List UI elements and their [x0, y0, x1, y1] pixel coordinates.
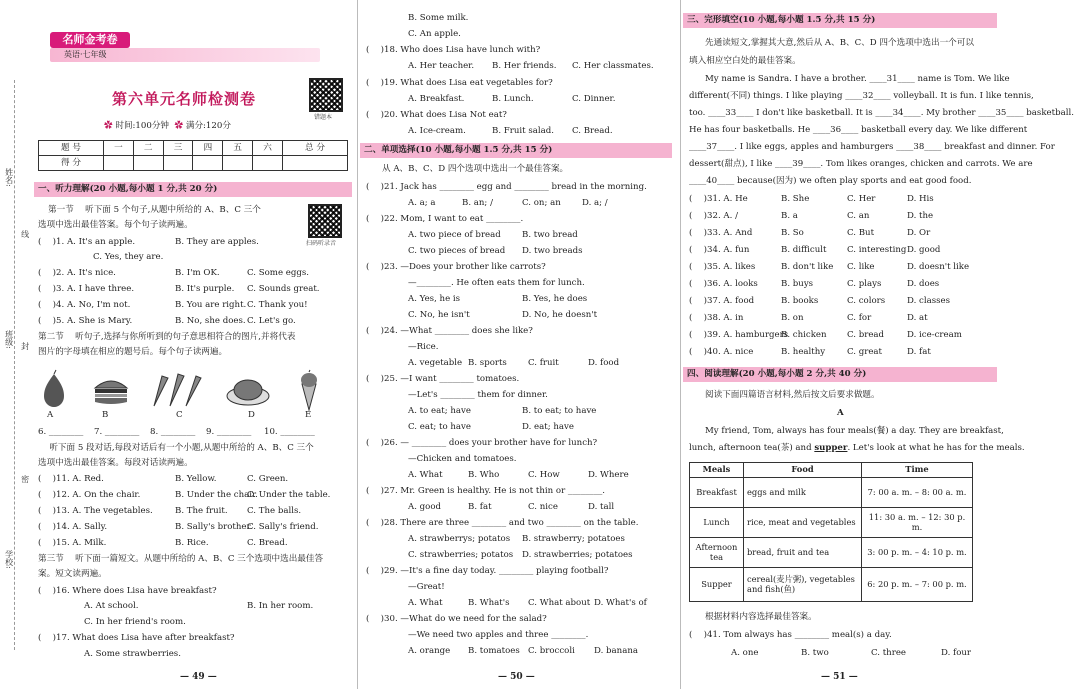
- option[interactable]: B. What's: [468, 598, 510, 608]
- option[interactable]: C. like: [847, 262, 875, 272]
- option[interactable]: B. books: [781, 296, 819, 306]
- question-16[interactable]: ( )16. Where does Lisa have breakfast?: [38, 586, 217, 596]
- option[interactable]: B. Fruit salad.: [492, 126, 554, 136]
- option[interactable]: C. How: [528, 470, 560, 480]
- question-36[interactable]: ( )36. A. looks: [689, 279, 758, 289]
- unit-title: 第六单元名师检测卷: [112, 90, 257, 108]
- binding-margin: [2, 80, 28, 650]
- option[interactable]: B. In her room.: [247, 601, 314, 611]
- cloze-line: ____37____. I like eggs, apples and hamburgers ____38____ breakfast and dinner. For: [689, 142, 1055, 152]
- question-33[interactable]: ( )33. A. And: [689, 228, 753, 238]
- question-30-line-2: —We need two apples and three ________.: [408, 630, 589, 640]
- option[interactable]: C. strawberries; potatos: [408, 550, 514, 560]
- option[interactable]: C. great: [847, 347, 883, 357]
- option[interactable]: B. an; /: [462, 198, 493, 208]
- score-row-label: 得 分: [39, 156, 104, 171]
- option[interactable]: D. good: [907, 245, 941, 255]
- brand-subtitle: 英语·七年级: [64, 50, 107, 59]
- question-12[interactable]: ( )12. A. On the chair.: [38, 490, 141, 500]
- question-21[interactable]: ( )21. Jack has ________ egg and ________ bread in the morning.: [366, 182, 647, 192]
- option[interactable]: D. banana: [594, 646, 638, 656]
- cloze-line: He has four basketballs. He ____36____ basketball every day. We like different: [689, 125, 1028, 135]
- question-39[interactable]: ( )39. A. hamburgers: [689, 330, 789, 340]
- option[interactable]: A. strawberrys; potatos: [408, 534, 511, 544]
- blank-6[interactable]: 6. ________: [38, 427, 84, 437]
- passage-line: My friend, Tom, always has four meals(餐) a day. They are breakfast,: [705, 426, 1004, 436]
- option[interactable]: B. buys: [781, 279, 814, 289]
- table-cell: Supper: [690, 568, 744, 602]
- option[interactable]: A. a; a: [408, 198, 436, 208]
- question-23-line-2: —________. He often eats them for lunch.: [408, 278, 585, 288]
- option[interactable]: C. bread: [847, 330, 885, 340]
- part1-instruction: 第一节 听下面 5 个句子,从题中所给的 A、B、C 三个: [48, 205, 261, 215]
- qr-code-icon: [309, 78, 343, 112]
- option[interactable]: C. No, he isn't: [408, 310, 470, 320]
- score-input-cell[interactable]: [223, 156, 253, 171]
- option[interactable]: D. Or: [907, 228, 931, 238]
- table-header-cell: Time: [862, 463, 973, 478]
- qr-audio-caption: 扫码听录音: [306, 240, 337, 247]
- picture-label: A: [47, 410, 54, 420]
- option[interactable]: B. tomatoes: [468, 646, 520, 656]
- passage-text: . Let's look at what he has for the meals.: [847, 443, 1025, 453]
- score-input-cell[interactable]: [133, 156, 163, 171]
- option[interactable]: C. Sounds great.: [247, 284, 320, 294]
- question-4[interactable]: ( )4. A. No, I'm not.: [38, 300, 131, 310]
- option[interactable]: C. nice: [528, 502, 558, 512]
- table-cell: cereal(麦片粥), vegetables and fish(鱼): [744, 568, 862, 602]
- option[interactable]: A. At school.: [84, 601, 139, 611]
- meals-table: [689, 462, 973, 602]
- picture-label: B: [102, 410, 109, 420]
- question-1[interactable]: ( )1. A. It's an apple.: [38, 237, 136, 247]
- option[interactable]: C. for: [847, 313, 872, 323]
- question-29[interactable]: ( )29. —It's a fine day today. ________ playing football?: [366, 566, 609, 576]
- section-listening: 一、听力理解(20 小题,每小题 1 分,共 20 分): [34, 182, 352, 197]
- cloze-instruction-2: 填入相应空白处的最佳答案。: [689, 56, 801, 66]
- part1-instruction-2: 选项中选出最佳答案。每个句子读两遍。: [38, 220, 193, 230]
- option[interactable]: C. plays: [847, 279, 882, 289]
- flower-icon: ✿: [174, 121, 184, 131]
- table-cell: rice, meat and vegetables: [744, 508, 862, 538]
- option[interactable]: A. one: [731, 648, 759, 658]
- option[interactable]: C. Yes, they are.: [93, 252, 164, 262]
- reading-instruction: 阅读下面四篇语言材料,然后按文后要求做题。: [705, 390, 880, 400]
- part3-instruction-2: 案。短文读两遍。: [38, 569, 107, 579]
- score-table: [38, 140, 348, 171]
- score-cell: 五: [223, 141, 253, 156]
- option[interactable]: D. What's of: [594, 598, 647, 608]
- option[interactable]: C. interesting: [847, 245, 907, 255]
- table-row: [690, 568, 973, 602]
- option[interactable]: D. four: [941, 648, 972, 658]
- option[interactable]: D. fat: [907, 347, 931, 357]
- question-11[interactable]: ( )11. A. Red.: [38, 474, 104, 484]
- binding-name-label: 姓名:: [4, 168, 14, 187]
- option[interactable]: D. His: [907, 194, 934, 204]
- option[interactable]: D. Where: [588, 470, 629, 480]
- ice-cream-icon: [298, 370, 320, 412]
- option[interactable]: A. Her teacher.: [408, 61, 475, 71]
- question-19[interactable]: ( )19. What does Lisa eat vegetables for?: [366, 78, 553, 88]
- question-14[interactable]: ( )14. A. Sally.: [38, 522, 108, 532]
- blank-9[interactable]: 9. ________: [206, 427, 252, 437]
- table-cell: Breakfast: [690, 478, 744, 508]
- option[interactable]: B. I'm OK.: [175, 268, 220, 278]
- option[interactable]: B. to eat; to have: [522, 406, 597, 416]
- option[interactable]: B. She: [781, 194, 810, 204]
- page-50: [357, 0, 677, 689]
- score-cell: 二: [133, 141, 163, 156]
- question-40[interactable]: ( )40. A. nice: [689, 347, 754, 357]
- clock-icon: ✿: [104, 121, 113, 131]
- blank-8[interactable]: 8. ________: [150, 427, 196, 437]
- question-24-line-2: —Rice.: [408, 342, 439, 352]
- table-header-cell: Food: [744, 463, 862, 478]
- option[interactable]: C. Dinner.: [572, 94, 616, 104]
- option[interactable]: C. three: [871, 648, 906, 658]
- page-51: [680, 0, 1074, 689]
- exam-meta: [104, 121, 231, 131]
- option[interactable]: B. sports: [468, 358, 507, 368]
- part2b-instruction-2: 选项中选出最佳答案。每段对话读两遍。: [38, 458, 193, 468]
- question-28[interactable]: ( )28. There are three ________ and two ________ on the table.: [366, 518, 639, 528]
- question-25-line-2: —Let's ________ them for dinner.: [408, 390, 548, 400]
- option[interactable]: C. Green.: [247, 474, 289, 484]
- option[interactable]: B. Some milk.: [408, 13, 469, 23]
- option[interactable]: D. at: [907, 313, 928, 323]
- part2-instruction: 第二节 听句子,选择与你所听到的句子意思相符合的图片,并将代表: [38, 332, 296, 342]
- question-26[interactable]: ( )26. — ________ does your brother have for lunch?: [366, 438, 598, 448]
- option[interactable]: D. tall: [588, 502, 615, 512]
- question-2[interactable]: ( )2. A. It's nice.: [38, 268, 116, 278]
- part2b-instruction: 听下面 5 段对话,每段对话后有一个小题,从题中所给的 A、B、C 三个: [38, 443, 314, 453]
- page-49: [0, 0, 355, 689]
- option[interactable]: D. two breads: [522, 246, 583, 256]
- option[interactable]: D. No, he doesn't: [522, 310, 598, 320]
- score-cell: 三: [163, 141, 193, 156]
- option[interactable]: B. Who: [468, 470, 500, 480]
- picture-row: [40, 370, 330, 420]
- option[interactable]: A. Ice-cream.: [408, 126, 466, 136]
- table-header: [690, 463, 973, 478]
- option[interactable]: C. Bread.: [247, 538, 288, 548]
- question-38[interactable]: ( )38. A. in: [689, 313, 744, 323]
- option[interactable]: A. What: [408, 470, 443, 480]
- question-15[interactable]: ( )15. A. Milk.: [38, 538, 107, 548]
- cloze-line: too. ____33____ I don't like basketball. It is ____34____. My brother ____35____ basketball.: [689, 108, 1074, 118]
- option[interactable]: B. Lunch.: [492, 94, 534, 104]
- blank-10[interactable]: 10. ________: [264, 427, 315, 437]
- question-32[interactable]: ( )32. A. /: [689, 211, 738, 221]
- binding-line-mark: 线: [20, 230, 30, 238]
- option[interactable]: A. Some strawberries.: [84, 649, 181, 659]
- option[interactable]: C. an: [847, 211, 870, 221]
- exam-time: 时间:100分钟: [115, 121, 170, 131]
- option[interactable]: B. difficult: [781, 245, 827, 255]
- pear-icon: [40, 370, 68, 408]
- option[interactable]: C. two pieces of bread: [408, 246, 506, 256]
- score-input-cell[interactable]: [253, 156, 283, 171]
- qr-caption: 错题本: [314, 114, 333, 121]
- part3-instruction: 第三节 听下面一篇短文。从题中所给的 A、B、C 三个选项中选出最佳答: [38, 554, 324, 564]
- option[interactable]: B. fat: [468, 502, 492, 512]
- table-cell: bread, fruit and tea: [744, 538, 862, 568]
- option[interactable]: B. Sally's brother.: [175, 522, 253, 532]
- option[interactable]: B. chicken: [781, 330, 827, 340]
- option[interactable]: D. food: [588, 358, 620, 368]
- option[interactable]: C. Some eggs.: [247, 268, 309, 278]
- cloze-line: My name is Sandra. I have a brother. ____31____ name is Tom. We like: [705, 74, 1010, 84]
- option[interactable]: A. What: [408, 598, 443, 608]
- picture-label: D: [248, 410, 255, 420]
- question-41[interactable]: ( )41. Tom always has ________ meal(s) a day.: [689, 630, 892, 640]
- picture-label: C: [176, 410, 183, 420]
- section-cloze: 三、完形填空(10 小题,每小题 1.5 分,共 15 分): [683, 13, 997, 28]
- option[interactable]: C. Bread.: [572, 126, 613, 136]
- question-34[interactable]: ( )34. A. fun: [689, 245, 750, 255]
- option[interactable]: A. vegetable: [408, 358, 463, 368]
- question-24[interactable]: ( )24. —What ________ does she like?: [366, 326, 533, 336]
- chicken-dish-icon: [226, 374, 270, 406]
- table-cell: 3: 00 p. m. – 4: 10 p. m.: [862, 538, 973, 568]
- section-intro: 从 A、B、C、D 四个选项中选出一个最佳答案。: [382, 164, 569, 174]
- option[interactable]: B. Yes, he does: [522, 294, 588, 304]
- option[interactable]: D. a; /: [582, 198, 608, 208]
- cloze-instruction: 先通读短文,掌握其大意,然后从 A、B、C、D 四个选项中选出一个可以: [705, 38, 974, 48]
- score-cell: 六: [253, 141, 283, 156]
- question-26-line-2: —Chicken and tomatoes.: [408, 454, 517, 464]
- table-row: [690, 508, 973, 538]
- section-single-choice: 二、单项选择(10 小题,每小题 1.5 分,共 15 分): [360, 143, 672, 158]
- option[interactable]: C. colors: [847, 296, 886, 306]
- passage-label: A: [837, 408, 844, 418]
- option[interactable]: B. You are right.: [175, 300, 247, 310]
- option[interactable]: B. healthy: [781, 347, 826, 357]
- question-22[interactable]: ( )22. Mom, I want to eat ________.: [366, 214, 524, 224]
- question-17[interactable]: ( )17. What does Lisa have after breakfast?: [38, 633, 235, 643]
- score-cell: 一: [103, 141, 133, 156]
- option[interactable]: D. ice-cream: [907, 330, 962, 340]
- question-31[interactable]: ( )31. A. He: [689, 194, 748, 204]
- passage-line-2: [689, 443, 1025, 453]
- option[interactable]: A. Breakfast.: [408, 94, 465, 104]
- option[interactable]: D. does: [907, 279, 940, 289]
- option[interactable]: C. But: [847, 228, 875, 238]
- option[interactable]: B. It's purple.: [175, 284, 235, 294]
- option[interactable]: D. strawberries; potatoes: [522, 550, 633, 560]
- cloze-line: different(不同) things. I like playing ____32____ volleyball. It is fun. I like tennis,: [689, 91, 1034, 101]
- page-number: — 50 —: [498, 672, 535, 683]
- option[interactable]: B. Rice.: [175, 538, 209, 548]
- score-input-cell[interactable]: [163, 156, 193, 171]
- score-cell: 题 号: [39, 141, 104, 156]
- option[interactable]: C. broccoli: [528, 646, 575, 656]
- blank-7[interactable]: 7. ________: [94, 427, 140, 437]
- option[interactable]: B. don't like: [781, 262, 834, 272]
- score-cell: 四: [193, 141, 223, 156]
- brand-banner: [50, 32, 350, 68]
- option[interactable]: D. eat; have: [522, 422, 574, 432]
- part2-instruction-2: 图片的字母填在相应的题号后。每个句子读两遍。: [38, 347, 228, 357]
- passage-text: lunch, afternoon tea(茶) and: [689, 443, 815, 453]
- question-30[interactable]: ( )30. —What do we need for the salad?: [366, 614, 547, 624]
- table-row: [690, 478, 973, 508]
- option[interactable]: C. Sally's friend.: [247, 522, 319, 532]
- cloze-line: dessert(甜点), I like ____39____. Tom likes oranges, chicken and carrots. We are: [689, 159, 1033, 169]
- table-cell: eggs and milk: [744, 478, 862, 508]
- table-cell: 7: 00 a. m. – 8: 00 a. m.: [862, 478, 973, 508]
- option[interactable]: B. Yellow.: [175, 474, 217, 484]
- binding-dense-mark: 密: [20, 475, 30, 483]
- option[interactable]: B. Under the chair.: [175, 490, 258, 500]
- option[interactable]: C. on; an: [522, 198, 561, 208]
- binding-dashed-line: [14, 80, 15, 650]
- table-cell: 11: 30 a. m. – 12: 30 p. m.: [862, 508, 973, 538]
- option[interactable]: C. An apple.: [408, 29, 461, 39]
- option[interactable]: C. Her classmates.: [572, 61, 654, 71]
- option[interactable]: B. They are apples.: [175, 237, 259, 247]
- page-number: — 49 —: [180, 672, 217, 683]
- binding-seal-mark: 封: [20, 342, 30, 350]
- option[interactable]: C. fruit: [528, 358, 559, 368]
- option[interactable]: A. two piece of bread: [408, 230, 501, 240]
- option[interactable]: A. good: [408, 502, 442, 512]
- option[interactable]: C. The balls.: [247, 506, 302, 516]
- question-35[interactable]: ( )35. A. likes: [689, 262, 756, 272]
- hamburger-icon: [92, 376, 130, 406]
- question-25[interactable]: ( )25. —I want ________ tomatoes.: [366, 374, 520, 384]
- brand-title: 名师金考卷: [50, 32, 130, 48]
- questions-instruction: 根据材料内容选择最佳答案。: [705, 612, 817, 622]
- table-cell: Afternoon tea: [690, 538, 744, 568]
- exam-total-score: 满分:120分: [185, 121, 231, 131]
- score-input-cell[interactable]: [193, 156, 223, 171]
- question-23[interactable]: ( )23. —Does your brother like carrots?: [366, 262, 546, 272]
- option[interactable]: C. Under the table.: [247, 490, 331, 500]
- passage-keyword: supper: [814, 443, 848, 453]
- option[interactable]: B. No, she does.: [175, 316, 246, 326]
- option[interactable]: B. on: [781, 313, 804, 323]
- question-13[interactable]: ( )13. A. The vegetables.: [38, 506, 153, 516]
- table-header-cell: Meals: [690, 463, 744, 478]
- question-5[interactable]: ( )5. A. She is Mary.: [38, 316, 133, 326]
- question-20[interactable]: ( )20. What does Lisa Not eat?: [366, 110, 507, 120]
- table-row: [690, 538, 973, 568]
- question-37[interactable]: ( )37. A. food: [689, 296, 755, 306]
- option[interactable]: C. Let's go.: [247, 316, 296, 326]
- score-input-cell[interactable]: [103, 156, 133, 171]
- binding-class-label: 班级:: [4, 330, 14, 349]
- option[interactable]: B. two bread: [522, 230, 578, 240]
- table-cell: 6: 20 p. m. – 7: 00 p. m.: [862, 568, 973, 602]
- option[interactable]: D. classes: [907, 296, 951, 306]
- question-3[interactable]: ( )3. A. I have three.: [38, 284, 135, 294]
- qr-code-audio-icon: [308, 204, 342, 238]
- question-29-line-2: —Great!: [408, 582, 445, 592]
- carrots-icon: [148, 370, 204, 408]
- question-27[interactable]: ( )27. Mr. Green is healthy. He is not thin or ________.: [366, 486, 606, 496]
- option[interactable]: C. Thank you!: [247, 300, 308, 310]
- option[interactable]: C. eat; to have: [408, 422, 471, 432]
- cloze-line: ____40____ because(因为) we often play sports and eat good food.: [689, 176, 972, 186]
- score-cell: 总 分: [282, 141, 347, 156]
- score-table-row: [39, 156, 348, 171]
- binding-school-label: 学校:: [4, 550, 14, 569]
- score-input-cell[interactable]: [282, 156, 347, 171]
- option[interactable]: C. Her: [847, 194, 876, 204]
- option[interactable]: A. orange: [408, 646, 451, 656]
- table-cell: Lunch: [690, 508, 744, 538]
- option[interactable]: D. doesn't like: [907, 262, 970, 272]
- option[interactable]: B. two: [801, 648, 829, 658]
- option[interactable]: A. to eat; have: [408, 406, 471, 416]
- section-reading: 四、阅读理解(20 小题,每小题 2 分,共 40 分): [683, 367, 997, 382]
- question-18[interactable]: ( )18. Who does Lisa have lunch with?: [366, 45, 541, 55]
- option[interactable]: B. So: [781, 228, 804, 238]
- score-table-header: [39, 141, 348, 156]
- picture-label: E: [305, 410, 312, 420]
- option[interactable]: C. In her friend's room.: [84, 617, 186, 627]
- option[interactable]: B. a: [781, 211, 798, 221]
- option[interactable]: D. the: [907, 211, 934, 221]
- option[interactable]: B. Her friends.: [492, 61, 557, 71]
- option[interactable]: C. What about: [528, 598, 591, 608]
- option[interactable]: A. Yes, he is: [408, 294, 461, 304]
- option[interactable]: B. The fruit.: [175, 506, 228, 516]
- page-number: — 51 —: [821, 672, 858, 683]
- option[interactable]: B. strawberry; potatoes: [522, 534, 625, 544]
